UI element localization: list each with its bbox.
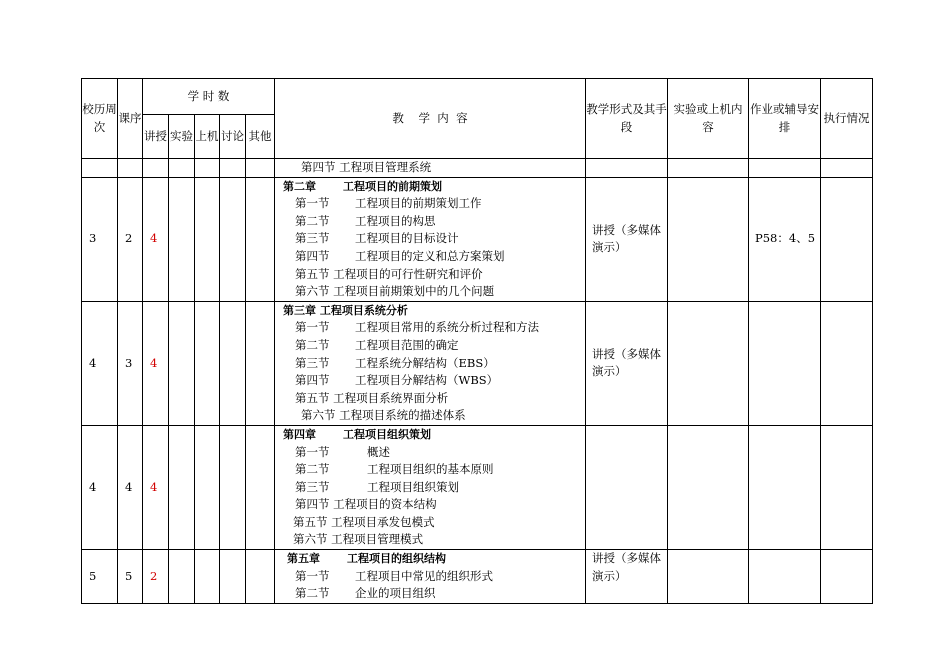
section-title: 企业的项目组织	[355, 586, 436, 601]
teaching-form-cell	[586, 425, 668, 549]
other-hours-cell	[246, 550, 275, 604]
table-row	[82, 550, 873, 604]
header-hours: 学 时 数	[143, 79, 275, 115]
chapter-title	[283, 178, 585, 196]
section-title: 工程项目常用的系统分析过程和方法	[355, 320, 539, 335]
content-cell	[275, 550, 586, 604]
discussion-hours-cell	[220, 550, 246, 604]
order-cell: 5	[118, 550, 143, 604]
lecture-hours-cell: 4	[143, 177, 169, 301]
lab-content-cell	[668, 177, 749, 301]
computer-hours-cell	[195, 425, 220, 549]
section-number: 第三节	[295, 355, 330, 370]
section-line	[283, 479, 585, 497]
header-form: 教学形式及其手段	[586, 79, 668, 159]
header-discussion: 讨论	[220, 115, 246, 159]
section-number: 第五章	[287, 552, 320, 566]
section-number: 第四章	[283, 427, 316, 441]
section-number: 第二节	[295, 337, 330, 352]
other-hours-cell	[246, 301, 275, 425]
section-line: 第五节 工程项目承发包模式	[293, 514, 435, 529]
week-cell: 4	[82, 301, 118, 425]
header-lecture: 讲授	[143, 115, 169, 159]
table-row	[82, 177, 873, 301]
section-number: 第二节	[295, 213, 330, 228]
lab-content-cell	[668, 550, 749, 604]
section-line	[283, 248, 585, 266]
discussion-hours-cell	[220, 301, 246, 425]
discussion-hours-cell	[220, 425, 246, 549]
order-cell: 2	[118, 177, 143, 301]
experiment-hours-cell	[169, 550, 195, 604]
content-cell	[275, 177, 586, 301]
section-number: 第四节	[295, 373, 330, 388]
teaching-form-cell: 讲授（多媒体演示）	[586, 301, 668, 425]
schedule-table	[81, 78, 873, 604]
header-order: 课序	[118, 79, 143, 159]
section-title: 工程项目的组织结构	[347, 552, 446, 566]
section-line	[283, 230, 585, 248]
content-cell	[275, 301, 586, 425]
section-title: 工程项目分解结构（WBS）	[355, 373, 499, 388]
table-row	[82, 301, 873, 425]
section-number: 第二章	[283, 179, 316, 193]
section-title: 工程项目组织的基本原则	[367, 462, 494, 477]
header-computer: 上机	[195, 115, 220, 159]
section-line	[283, 319, 585, 337]
computer-hours-cell	[195, 301, 220, 425]
lab-content-cell	[668, 301, 749, 425]
week-cell: 4	[82, 425, 118, 549]
homework-cell	[749, 301, 821, 425]
section-line	[283, 372, 585, 390]
status-cell	[821, 301, 873, 425]
section-number: 第二节	[295, 586, 330, 601]
section-number: 第一节	[295, 320, 330, 335]
table-row	[82, 425, 873, 549]
computer-hours-cell	[195, 550, 220, 604]
section-title: 工程项目的构思	[355, 213, 436, 228]
section-number: 第二节	[295, 462, 330, 477]
section-number: 第三节	[295, 231, 330, 246]
continuation-text: 第四节 工程项目管理系统	[301, 160, 432, 174]
section-title: 概述	[367, 444, 390, 459]
section-title: 工程项目组织策划	[367, 479, 459, 494]
experiment-hours-cell	[169, 177, 195, 301]
section-line	[283, 568, 585, 586]
section-line	[283, 444, 585, 462]
section-title: 工程项目的前期策划	[343, 179, 442, 193]
section-title: 工程项目中常见的组织形式	[355, 568, 493, 583]
section-title: 工程项目的前期策划工作	[355, 196, 482, 211]
section-title: 工程项目范围的确定	[355, 337, 459, 352]
lecture-hours-cell: 4	[143, 301, 169, 425]
header-week: 校历周次	[82, 79, 118, 159]
lecture-hours-cell: 4	[143, 425, 169, 549]
discussion-hours-cell	[220, 177, 246, 301]
experiment-hours-cell	[169, 301, 195, 425]
section-line: 第五节 工程项目的可行性研究和评价	[295, 266, 483, 281]
chapter-title: 第三章 工程项目系统分析	[283, 303, 408, 317]
lecture-hours-cell: 2	[143, 550, 169, 604]
week-cell: 3	[82, 177, 118, 301]
status-cell	[821, 550, 873, 604]
section-line	[283, 585, 585, 603]
computer-hours-cell	[195, 177, 220, 301]
teaching-form-cell: 讲授（多媒体演示）	[586, 550, 668, 604]
other-hours-cell	[246, 425, 275, 549]
section-line	[283, 195, 585, 213]
homework-cell: P58：4、5	[749, 177, 821, 301]
section-line: 第六节 工程项目管理模式	[293, 532, 424, 547]
section-line	[283, 355, 585, 373]
header-homework: 作业或辅导安排	[749, 79, 821, 159]
section-line: 第六节 工程项目系统的描述体系	[301, 408, 466, 423]
section-title: 工程项目组织策划	[343, 427, 431, 441]
header-experiment: 实验	[169, 115, 195, 159]
experiment-hours-cell	[169, 425, 195, 549]
order-cell: 4	[118, 425, 143, 549]
header-content: 教 学 内 容	[275, 79, 586, 159]
teaching-form-cell: 讲授（多媒体演示）	[586, 177, 668, 301]
section-line: 第四节 工程项目的资本结构	[295, 497, 437, 512]
chapter-title	[283, 550, 585, 568]
section-title: 工程项目的目标设计	[355, 231, 459, 246]
status-cell	[821, 425, 873, 549]
section-title: 工程项目的定义和总方案策划	[355, 248, 505, 263]
section-number: 第四节	[295, 248, 330, 263]
header-lab: 实验或上机内容	[668, 79, 749, 159]
section-number: 第一节	[295, 568, 330, 583]
section-line: 第五节 工程项目系统界面分析	[295, 390, 449, 405]
section-line	[283, 461, 585, 479]
chapter-title	[283, 426, 585, 444]
status-cell	[821, 177, 873, 301]
section-line: 第六节 工程项目前期策划中的几个问题	[295, 284, 495, 299]
content-cell	[275, 425, 586, 549]
section-number: 第三节	[295, 479, 330, 494]
section-line	[283, 213, 585, 231]
order-cell: 3	[118, 301, 143, 425]
homework-cell	[749, 425, 821, 549]
section-title: 工程系统分解结构（EBS）	[355, 355, 495, 370]
other-hours-cell	[246, 177, 275, 301]
lab-content-cell	[668, 425, 749, 549]
homework-cell	[749, 550, 821, 604]
section-number: 第一节	[295, 196, 330, 211]
week-cell: 5	[82, 550, 118, 604]
continuation-row	[82, 159, 873, 178]
header-status: 执行情况	[821, 79, 873, 159]
section-line	[283, 337, 585, 355]
section-number: 第一节	[295, 444, 330, 459]
header-other: 其他	[246, 115, 275, 159]
